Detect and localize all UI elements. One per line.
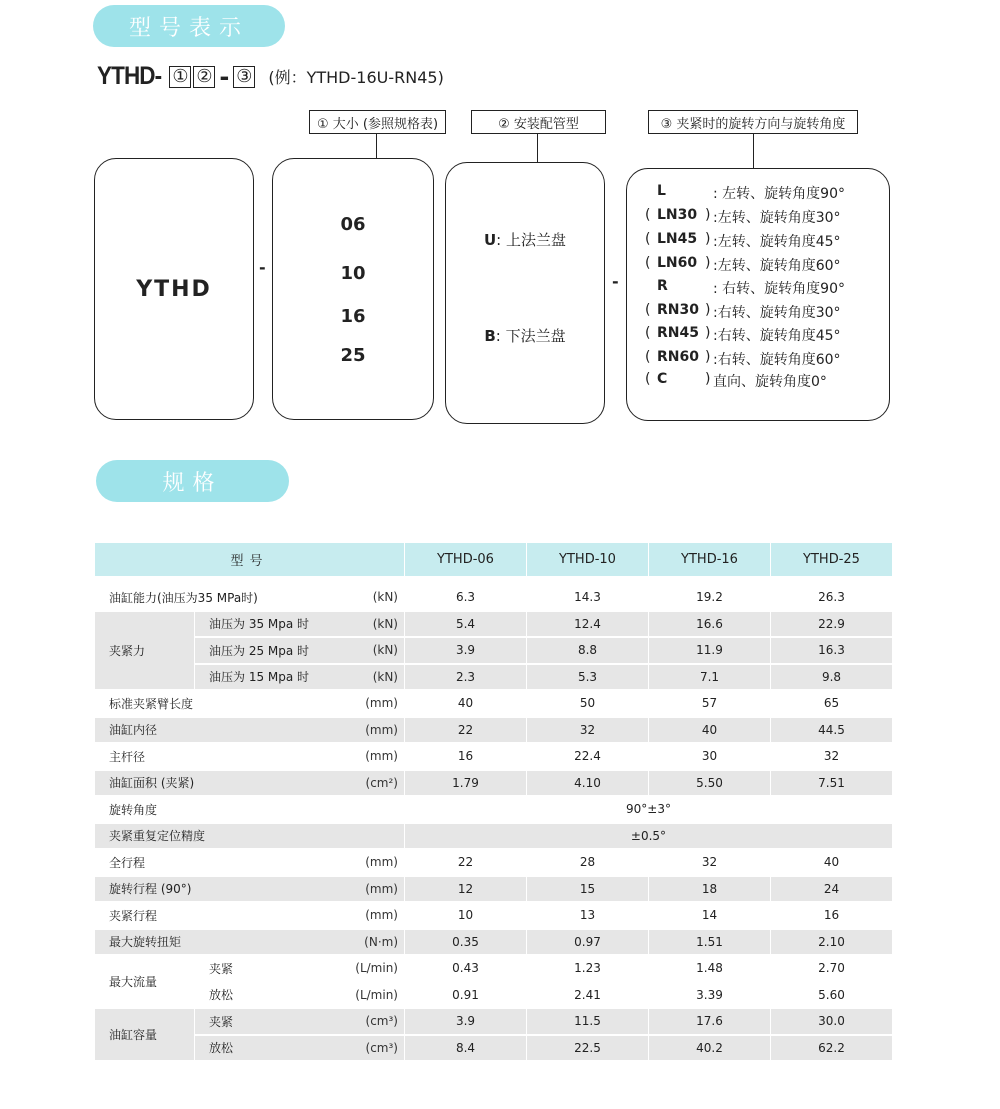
row-value: 0.97	[527, 930, 649, 957]
mount-code: B	[484, 327, 496, 345]
rotation-close-paren: )	[705, 325, 711, 341]
row-value: 16	[405, 744, 527, 771]
row-value: 3.9	[405, 1009, 527, 1036]
row-value: 5.50	[649, 771, 771, 798]
table-row	[95, 585, 892, 612]
row-label: 标准夹紧臂长度	[95, 691, 345, 718]
rotation-open-paren: (	[645, 349, 651, 365]
box-mount	[445, 162, 605, 424]
row-label: 夹紧行程	[95, 903, 345, 930]
section-title-model-designation	[93, 5, 285, 47]
code-box-3: ③	[233, 66, 255, 88]
header-model: 型号	[95, 543, 405, 576]
row-value: 11.9	[649, 638, 771, 665]
row-value: 40	[649, 718, 771, 745]
row-value: 57	[649, 691, 771, 718]
table-row	[95, 797, 892, 824]
table-row	[95, 665, 892, 692]
row-value: 13	[527, 903, 649, 930]
row-label: 油缸能力(油压为35 MPa时)	[95, 585, 345, 612]
row-value: 4.10	[527, 771, 649, 798]
rotation-close-paren: )	[705, 231, 711, 247]
rotation-desc: :右转、旋转角度45°	[713, 328, 841, 344]
row-label: 主杆径	[95, 744, 345, 771]
rotation-open-paren: (	[645, 325, 651, 341]
row-value: 16.6	[649, 612, 771, 639]
rotation-open-paren: (	[645, 207, 651, 223]
mount-code: U	[483, 231, 497, 249]
size-value: 25	[340, 345, 366, 366]
row-value: 14.3	[527, 585, 649, 612]
box-rotation	[626, 168, 890, 421]
row-value: 2.41	[527, 983, 649, 1010]
row-value: 62.2	[771, 1036, 892, 1063]
row-label: 旋转行程 (90°)	[95, 877, 345, 904]
row-label: 油压为 15 Mpa 时	[195, 665, 345, 692]
rotation-desc: :右转、旋转角度30°	[713, 305, 841, 321]
row-value-merged: ±0.5°	[405, 824, 892, 851]
header-model-name: YTHD-25	[771, 543, 892, 576]
row-label: 旋转角度	[95, 797, 345, 824]
row-value: 22.4	[527, 744, 649, 771]
code-dash: -	[219, 62, 230, 91]
row-value: 2.3	[405, 665, 527, 692]
code-box-1: ①	[169, 66, 191, 88]
ythd-label: YTHD	[136, 276, 212, 302]
row-unit: (mm)	[345, 718, 405, 745]
table-row	[95, 850, 892, 877]
row-value: 3.9	[405, 638, 527, 665]
connector-size	[376, 134, 377, 158]
size-value: 16	[340, 306, 366, 327]
row-label: 放松	[195, 983, 345, 1010]
row-value: 1.23	[527, 956, 649, 983]
rotation-option	[627, 183, 889, 205]
rotation-desc: :右转、旋转角度60°	[713, 352, 841, 368]
header-model-name: YTHD-10	[527, 543, 649, 576]
rotation-option	[627, 255, 889, 277]
row-value: 1.79	[405, 771, 527, 798]
row-value: 1.48	[649, 956, 771, 983]
rotation-code-text: LN60	[657, 255, 698, 271]
row-value: 65	[771, 691, 892, 718]
row-label: 夹紧重复定位精度	[95, 824, 345, 851]
table-row	[95, 983, 892, 1010]
section-title-text: 型号表示	[128, 15, 249, 41]
row-value: 44.5	[771, 718, 892, 745]
table-row	[95, 718, 892, 745]
row-label: 放松	[195, 1036, 345, 1063]
row-unit: (kN)	[345, 638, 405, 665]
row-value: 10	[405, 903, 527, 930]
row-label: 油压为 25 Mpa 时	[195, 638, 345, 665]
row-value: 12	[405, 877, 527, 904]
row-value: 8.8	[527, 638, 649, 665]
rotation-close-paren: )	[705, 302, 711, 318]
size-value: 06	[340, 214, 366, 235]
tag-mount: ② 安装配管型	[471, 110, 606, 134]
connector-rotation	[753, 134, 754, 168]
row-value-merged: 90°±3°	[405, 797, 892, 824]
row-value: 2.10	[771, 930, 892, 957]
box-size	[272, 158, 434, 420]
rotation-code-text: RN60	[657, 349, 699, 365]
mount-desc: : 上法兰盘	[496, 231, 566, 249]
row-label: 油缸面积 (夹紧)	[95, 771, 345, 798]
rotation-desc: : 左转、旋转角度90°	[713, 186, 845, 202]
size-value: 10	[340, 263, 366, 284]
row-unit: (N·m)	[345, 930, 405, 957]
row-label: 夹紧	[195, 1009, 345, 1036]
code-box-2: ②	[193, 66, 215, 88]
row-unit: (kN)	[345, 612, 405, 639]
row-unit: (L/min)	[345, 956, 405, 983]
row-value: 40.2	[649, 1036, 771, 1063]
row-value: 17.6	[649, 1009, 771, 1036]
table-row	[95, 877, 892, 904]
section-title-specifications	[96, 460, 289, 502]
row-unit	[345, 824, 405, 851]
rotation-code-text: LN45	[657, 231, 698, 247]
table-row	[95, 903, 892, 930]
row-value: 2.70	[771, 956, 892, 983]
rotation-desc: : 右转、旋转角度90°	[713, 281, 845, 297]
spec-table	[95, 543, 892, 1062]
row-value: 7.51	[771, 771, 892, 798]
row-value: 6.3	[405, 585, 527, 612]
rotation-option	[627, 371, 889, 393]
row-value: 11.5	[527, 1009, 649, 1036]
mount-desc: : 下法兰盘	[495, 327, 566, 345]
rotation-code-text: LN30	[657, 207, 698, 223]
row-unit: (cm³)	[345, 1036, 405, 1063]
row-unit: (mm)	[345, 850, 405, 877]
group-label: 最大流量	[95, 956, 195, 1009]
row-value: 5.3	[527, 665, 649, 692]
separator-dash-2: -	[612, 272, 619, 291]
rotation-desc: :左转、旋转角度45°	[713, 234, 841, 250]
rotation-close-paren: )	[705, 349, 711, 365]
row-value: 7.1	[649, 665, 771, 692]
row-label: 油压为 35 Mpa 时	[195, 612, 345, 639]
row-value: 28	[527, 850, 649, 877]
row-value: 32	[527, 718, 649, 745]
row-unit: (cm³)	[345, 1009, 405, 1036]
header-model-name: YTHD-16	[649, 543, 771, 576]
row-value: 22.9	[771, 612, 892, 639]
separator-dash-1: -	[259, 258, 266, 277]
model-prefix: YTHD-	[97, 62, 162, 90]
section-title-text: 规格	[162, 470, 223, 496]
box-ythd	[94, 158, 254, 420]
table-row	[95, 771, 892, 798]
row-value: 24	[771, 877, 892, 904]
table-row	[95, 1009, 892, 1036]
row-unit: (mm)	[345, 903, 405, 930]
row-value: 50	[527, 691, 649, 718]
table-row	[95, 930, 892, 957]
row-value: 15	[527, 877, 649, 904]
row-value: 16.3	[771, 638, 892, 665]
row-value: 22.5	[527, 1036, 649, 1063]
rotation-open-paren: (	[645, 371, 651, 387]
model-code-line	[97, 62, 444, 91]
rotation-option	[627, 349, 889, 371]
rotation-open-paren: (	[645, 302, 651, 318]
rotation-open-paren: (	[645, 255, 651, 271]
tag-rotation: ③ 夹紧时的旋转方向与旋转角度	[648, 110, 858, 134]
rotation-option	[627, 278, 889, 300]
row-value: 19.2	[649, 585, 771, 612]
row-value: 40	[405, 691, 527, 718]
row-value: 12.4	[527, 612, 649, 639]
table-spacer	[95, 576, 892, 585]
row-unit: (mm)	[345, 877, 405, 904]
row-unit: (mm)	[345, 744, 405, 771]
row-value: 14	[649, 903, 771, 930]
row-value: 5.60	[771, 983, 892, 1010]
row-label: 夹紧	[195, 956, 345, 983]
row-value: 30.0	[771, 1009, 892, 1036]
row-value: 32	[649, 850, 771, 877]
spacer-cell	[95, 576, 892, 585]
header-model-name: YTHD-06	[405, 543, 527, 576]
rotation-code-text: R	[657, 278, 668, 294]
row-value: 0.43	[405, 956, 527, 983]
rotation-close-paren: )	[705, 207, 711, 223]
table-row	[95, 1036, 892, 1063]
row-unit: (kN)	[345, 665, 405, 692]
row-value: 30	[649, 744, 771, 771]
row-value: 0.35	[405, 930, 527, 957]
table-row	[95, 824, 892, 851]
row-value: 1.51	[649, 930, 771, 957]
rotation-desc: 直向、旋转角度0°	[713, 374, 827, 390]
rotation-option	[627, 231, 889, 253]
row-label: 最大旋转扭矩	[95, 930, 345, 957]
table-row	[95, 638, 892, 665]
rotation-desc: :左转、旋转角度60°	[713, 258, 841, 274]
row-value: 9.8	[771, 665, 892, 692]
rotation-open-paren: (	[645, 231, 651, 247]
row-unit: (kN)	[345, 585, 405, 612]
rotation-code-text: RN30	[657, 302, 699, 318]
row-label: 油缸内径	[95, 718, 345, 745]
row-value: 5.4	[405, 612, 527, 639]
rotation-option	[627, 302, 889, 324]
row-unit: (L/min)	[345, 983, 405, 1010]
table-row	[95, 612, 892, 639]
mount-option	[446, 229, 604, 250]
row-value: 22	[405, 850, 527, 877]
row-value: 26.3	[771, 585, 892, 612]
table-header-row	[95, 543, 892, 576]
row-value: 40	[771, 850, 892, 877]
rotation-close-paren: )	[705, 371, 711, 387]
row-value: 18	[649, 877, 771, 904]
rotation-code-text: L	[657, 183, 666, 199]
row-unit: (cm²)	[345, 771, 405, 798]
row-unit: (mm)	[345, 691, 405, 718]
rotation-close-paren: )	[705, 255, 711, 271]
row-value: 0.91	[405, 983, 527, 1010]
rotation-code-text: RN45	[657, 325, 699, 341]
rotation-code-text: C	[657, 371, 668, 387]
row-unit	[345, 797, 405, 824]
rotation-option	[627, 207, 889, 229]
row-value: 22	[405, 718, 527, 745]
row-label: 全行程	[95, 850, 345, 877]
rotation-option	[627, 325, 889, 347]
row-value: 3.39	[649, 983, 771, 1010]
group-label: 油缸容量	[95, 1009, 195, 1062]
row-value: 32	[771, 744, 892, 771]
table-row	[95, 956, 892, 983]
table-row	[95, 691, 892, 718]
model-example: (例：YTHD-16U-RN45)	[268, 68, 444, 87]
tag-size: ① 大小 (参照规格表)	[309, 110, 446, 134]
group-label: 夹紧力	[95, 612, 195, 692]
rotation-desc: :左转、旋转角度30°	[713, 210, 841, 226]
row-value: 8.4	[405, 1036, 527, 1063]
table-row	[95, 744, 892, 771]
row-value: 16	[771, 903, 892, 930]
connector-mount	[537, 134, 538, 162]
mount-option	[446, 325, 604, 346]
